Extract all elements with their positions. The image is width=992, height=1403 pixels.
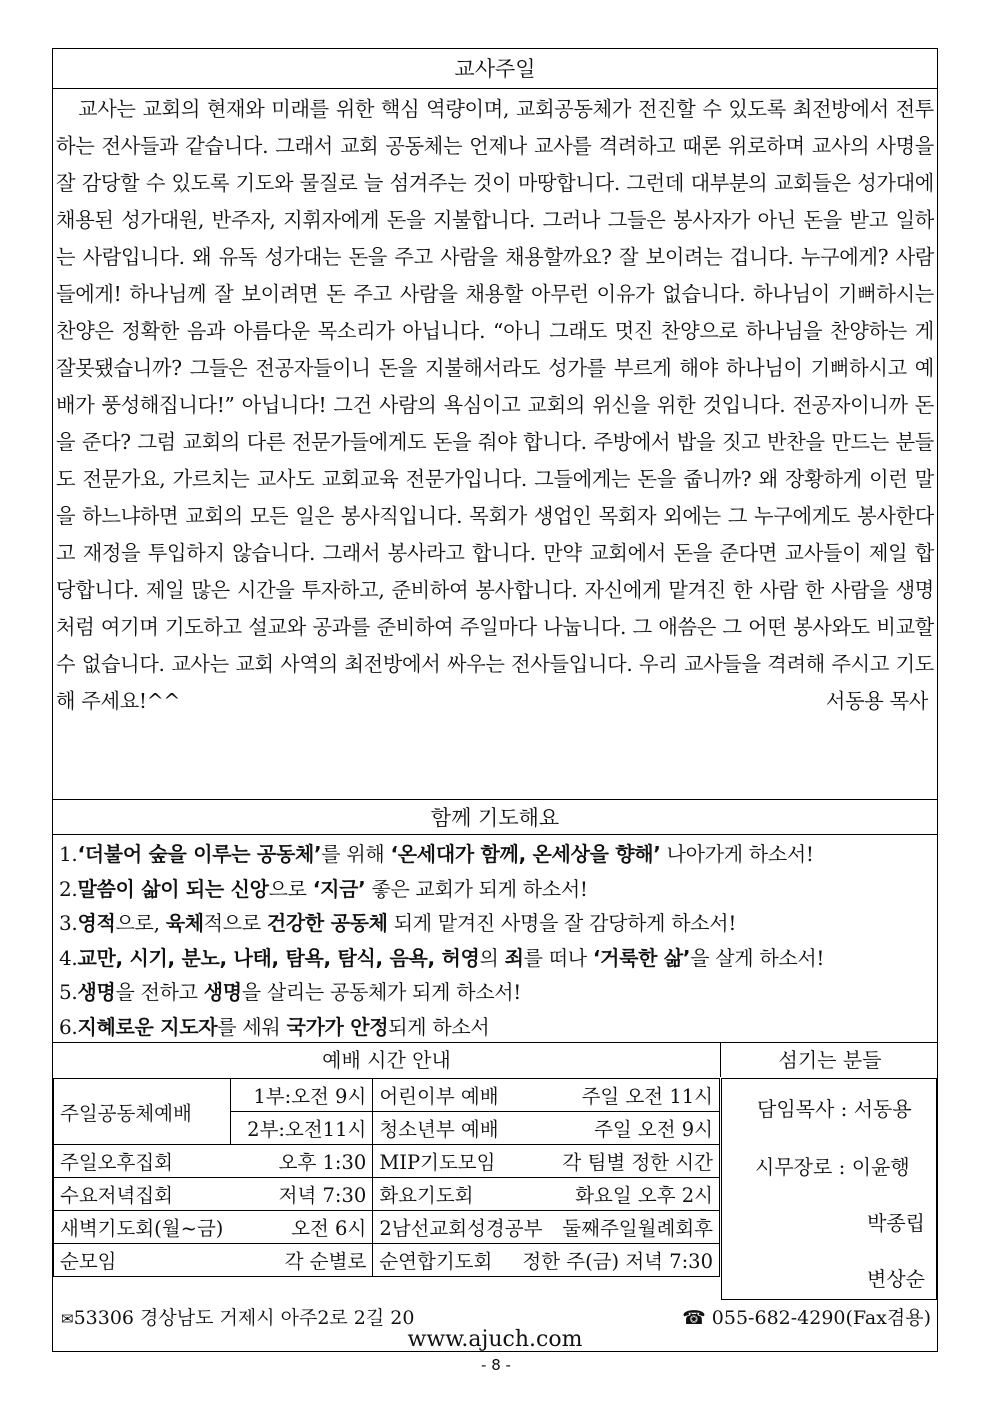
prayer-text: 2. — [59, 876, 78, 901]
table-cell — [373, 1211, 720, 1244]
cell-value: 주일 오전 11시 — [581, 1085, 713, 1108]
prayer-text: 의 — [479, 945, 505, 970]
cell-value: 오전 6시 — [291, 1217, 367, 1240]
prayer-emphasis: 말씀이 삶이 되는 신앙 — [77, 876, 269, 901]
table-cell — [373, 1244, 720, 1277]
cell-label: 순모임 — [60, 1250, 117, 1273]
cell-label: 새벽기도회(월~금) — [60, 1217, 224, 1240]
worship-table — [53, 1078, 720, 1277]
prayer-emphasis: ‘지금’ — [312, 876, 366, 901]
prayer-title: 함께 기도해요 — [53, 799, 937, 835]
prayer-text: 6. — [59, 1014, 78, 1039]
prayer-emphasis: 죄 — [504, 945, 524, 970]
table-cell — [54, 1211, 373, 1244]
cell-value: 주일 오전 9시 — [594, 1118, 713, 1141]
prayer-text: 를 세워 — [217, 1014, 287, 1039]
elder-name: 박종립 — [867, 1211, 925, 1235]
page-frame — [52, 48, 938, 1352]
prayer-item — [59, 872, 935, 907]
elder-name: 변상순 — [867, 1267, 925, 1291]
cell-value: 오후 1:30 — [278, 1151, 367, 1174]
table-row — [54, 1178, 720, 1211]
prayer-emphasis: 교만, 시기, 분노, 나태, 탐욕, 탐식, 음욕, 허영 — [77, 945, 480, 970]
table-cell — [54, 1178, 373, 1211]
table-cell: 주일공동체예배 — [54, 1079, 231, 1145]
phone-icon: ☎ — [682, 1307, 706, 1329]
cell-value: 각 팀별 정한 시간 — [562, 1151, 713, 1174]
cell-label: 2남선교회성경공부 — [379, 1217, 543, 1240]
prayer-emphasis: ‘거룩한 삶’ — [592, 945, 691, 970]
prayer-text: 을 살리는 공동체가 되게 하소서! — [241, 980, 522, 1004]
table-cell — [54, 1244, 373, 1277]
prayer-text: 을 전하고 — [115, 980, 204, 1004]
cell-label: 수요저녁집회 — [60, 1184, 174, 1207]
website[interactable]: www.ajuch.com — [407, 1327, 583, 1352]
prayer-text: 좋은 교회가 되게 하소서! — [365, 876, 588, 901]
prayer-text: 되게 맡겨진 사명을 잘 감당하게 하소서! — [387, 911, 737, 935]
cell-label: MIP기도모임 — [379, 1151, 496, 1174]
table-row — [54, 1244, 720, 1277]
prayer-text: 적으로 — [203, 911, 267, 935]
address: 53306 경상남도 거제시 아주2로 2길 20 — [73, 1307, 415, 1329]
table-cell — [373, 1112, 720, 1145]
prayer-text: 되게 하소서 — [388, 1014, 490, 1039]
prayer-emphasis: 지혜로운 지도자 — [77, 1014, 218, 1039]
cell-value: 둘째주일월례회후 — [562, 1217, 713, 1240]
cell-label: 어린이부 예배 — [379, 1085, 499, 1108]
prayer-text: 4. — [59, 945, 78, 970]
prayer-text: 5. — [59, 980, 78, 1004]
pastor-line: 담임목사 : 서동용 — [757, 1097, 912, 1121]
prayer-text: 을 살게 하소서! — [690, 945, 825, 970]
table-row — [54, 1079, 720, 1112]
prayer-item — [59, 941, 935, 976]
worship-title: 예배 시간 안내 — [53, 1043, 721, 1077]
prayer-text: 나아가게 하소서! — [660, 842, 814, 866]
essay-signature: 서동용 목사 — [825, 689, 928, 713]
prayer-text: 1. — [59, 842, 78, 866]
table-row — [54, 1211, 720, 1244]
essay-text: 교사는 교회의 현재와 미래를 위한 핵심 역량이며, 교회공동체가 전진할 수 있도록 최전방에서 전투하는 전사들과 같습니다. 그래서 교회 공동체는 언제나 교사를 격려하고 때론 위로하며 교사의 사명을 잘 감당할 수 있도록 기도와 물질로 늘 섬겨주는 것이 마땅합니다. 그런데 대부분의 교회들은 성가대에 채용된 성가대원, 반주자, 지휘자에게 돈을 지불합니다. 그러나 그들은 봉사자가 아닌 돈을 받고 일하는 사람입니다. 왜 유독 성가대는 돈을 주고 사람을 채용할까요? 잘 보이려는 겁니다. 누구에게? 사람들에게! 하나님께 잘 보이려면 돈 주고 사람을 채용할 아무런 이유가 없습니다. 하나님이 기뻐하시는 찬양은 정확한 음과 아름다운 목소리가 아닙니다. “아니 그래도 멋진 찬양으로 하나님을 찬양하는 게 잘못됐습니까? 그들은 전공자들이니 돈을 지불해서라도 성가를 부르게 해야 하나님이 기뻐하시고 예배가 풍성해집니다!” 아닙니다! 그건 사람의 욕심이고 교회의 위신을 위한 것입니다. 전공자이니까 돈을 준다? 그럼 교회의 다른 전문가들에게도 돈을 줘야 합니다. 주방에서 밥을 짓고 반찬을 만드는 분들도 전문가요, 가르치는 교사도 교회교육 전문가입니다. 그들에게는 돈을 줍니까? 왜 장황하게 이런 말을 하느냐하면 교회의 모든 일은 봉사직입니다. 목회가 생업인 목회자 외에는 그 누구에게도 봉사한다고 재정을 투입하지 않습니다. 그래서 봉사라고 합니다. 만약 교회에서 돈을 준다면 교사들이 제일 합당합니다. 제일 많은 시간을 투자하고, 준비하여 봉사합니다. 자신에게 맡겨진 한 사람 한 사람을 생명처럼 여기며 기도하고 설교와 공과를 준비하여 주일마다 나눕니다. 그 애씀은 그 어떤 봉사와도 비교할 수 없습니다. 교사는 교회 사역의 최전방에서 싸우는 전사들입니다. 우리 교사들을 격려해 주시고 기도해 주세요!^^ — [56, 97, 934, 713]
prayer-item — [59, 1010, 935, 1045]
prayer-emphasis: 생명 — [203, 980, 242, 1004]
essay-title: 교사주일 — [53, 49, 937, 89]
cell-label: 화요기도회 — [379, 1184, 474, 1207]
prayer-text: 를 위해 — [321, 842, 391, 866]
phone: 055-682-4290(Fax겸용) — [711, 1307, 931, 1329]
prayer-text: 으로 — [268, 876, 313, 901]
table-cell — [373, 1079, 720, 1112]
essay-body — [56, 91, 934, 720]
table-cell: 2부:오전11시 — [231, 1112, 373, 1145]
servers-title: 섬기는 분들 — [778, 1048, 882, 1072]
prayer-emphasis: ‘더불어 숲을 이루는 공동체’ — [77, 842, 322, 866]
table-cell: 1부:오전 9시 — [231, 1079, 373, 1112]
prayer-text: 으로, — [115, 911, 166, 935]
prayer-text: 3. — [59, 911, 78, 935]
prayer-item — [59, 906, 935, 941]
prayer-emphasis: 생명 — [77, 980, 116, 1004]
prayer-emphasis: ‘온세대가 함께, 온세상을 향해’ — [390, 842, 661, 866]
prayer-text: 를 떠나 — [523, 945, 593, 970]
page-number: - 8 - — [481, 1356, 511, 1374]
prayer-item — [59, 837, 935, 872]
elder-line: 시무장로 : 이윤행 — [755, 1155, 910, 1179]
prayer-emphasis: 영적 — [77, 911, 116, 935]
prayer-emphasis: 육체 — [165, 911, 204, 935]
prayer-list — [59, 837, 935, 1044]
prayer-emphasis: 건강한 공동체 — [266, 911, 388, 935]
cell-label: 청소년부 예배 — [379, 1118, 499, 1141]
cell-label: 순연합기도회 — [379, 1250, 493, 1273]
table-cell — [373, 1145, 720, 1178]
prayer-emphasis: 국가가 안정 — [286, 1014, 389, 1039]
cell-value: 화요일 오후 2시 — [575, 1184, 713, 1207]
cell-value: 저녁 7:30 — [278, 1184, 367, 1207]
cell-value: 정한 주(금) 저녁 7:30 — [522, 1250, 713, 1273]
mail-icon: ✉ — [61, 1310, 74, 1328]
phone-line — [682, 1303, 931, 1330]
cell-value: 각 순별로 — [284, 1250, 367, 1273]
table-row — [54, 1145, 720, 1178]
prayer-item — [59, 975, 935, 1010]
cell-label: 주일오후집회 — [60, 1151, 174, 1174]
address-line — [61, 1303, 414, 1330]
table-cell — [54, 1145, 373, 1178]
table-cell — [373, 1178, 720, 1211]
